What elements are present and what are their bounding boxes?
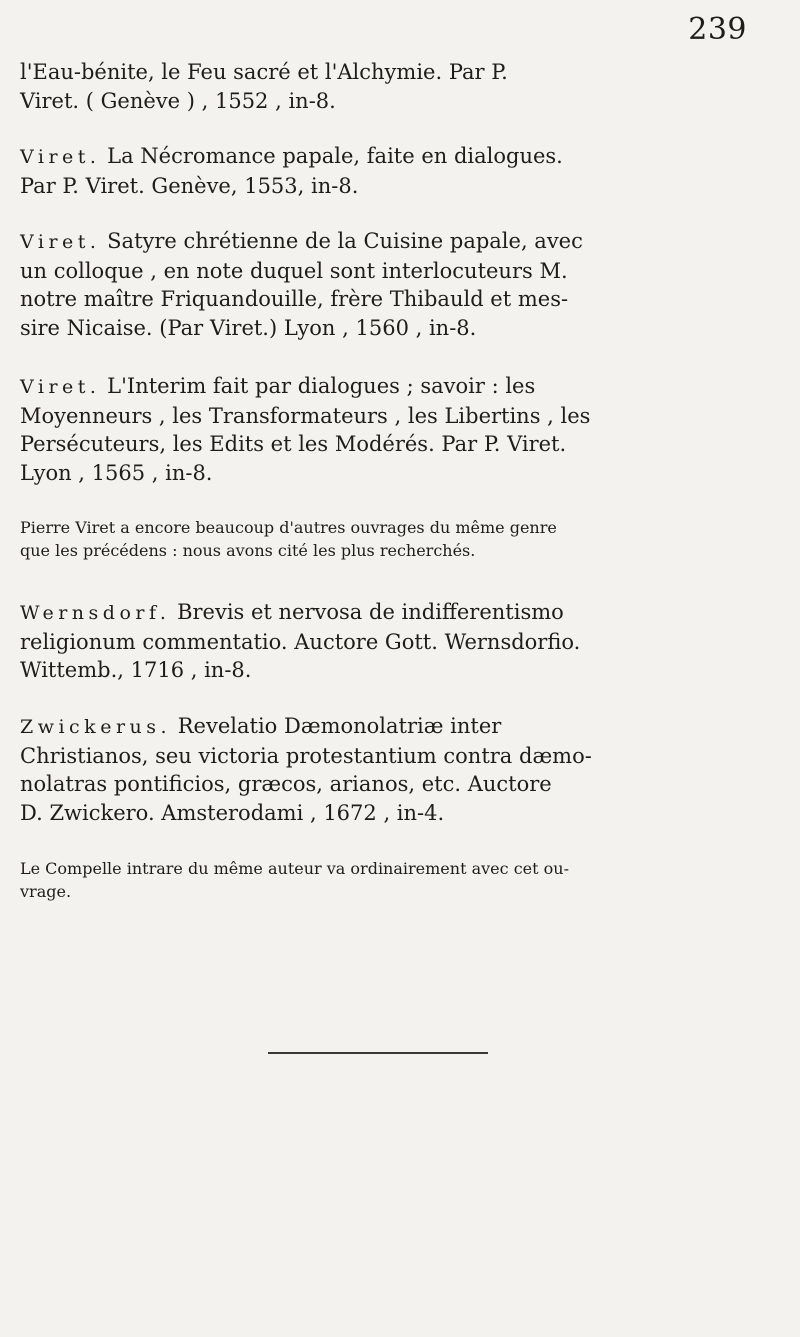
note-line: Le Compelle intrare du même auteur va ordinairement avec cet ou- bbox=[20, 859, 569, 878]
catalog-entry bbox=[20, 598, 780, 685]
note-line: vrage. bbox=[20, 881, 72, 901]
footnote bbox=[20, 517, 780, 562]
entry-line: sire Nicaise. (Par Viret.) Lyon , 1560 , in-8. bbox=[20, 315, 477, 340]
catalog-entry bbox=[20, 227, 780, 342]
entry-line: L'Interim fait par dialogues ; savoir : les bbox=[107, 374, 536, 398]
catalog-entry bbox=[20, 142, 780, 200]
entry-line: un colloque , en note duquel sont interlocuteurs M. bbox=[20, 258, 568, 283]
entry-line: D. Zwickero. Amsterodami , 1672 , in-4. bbox=[20, 800, 445, 825]
catalog-entry bbox=[20, 58, 780, 115]
entry-line: Wittemb., 1716 , in-8. bbox=[20, 658, 252, 682]
entry-line: Revelatio Dæmonolatriæ inter bbox=[177, 714, 502, 738]
entry-line: nolatras pontificios, græcos, arianos, etc. Auctore bbox=[20, 772, 552, 796]
entry-line: Christianos, seu victoria protestantium contra dæmo- bbox=[20, 743, 592, 768]
entry-author: Viret. bbox=[20, 376, 101, 398]
entry-line: Lyon , 1565 , in-8. bbox=[20, 460, 213, 485]
catalog-entry bbox=[20, 712, 780, 827]
footnote bbox=[20, 858, 780, 903]
note-line: Pierre Viret a encore beaucoup d'autres ouvrages du même genre bbox=[20, 518, 557, 537]
entry-line: Viret. ( Genève ) , 1552 , in-8. bbox=[20, 88, 336, 113]
entry-line: religionum commentatio. Auctore Gott. Wernsdorfio. bbox=[20, 629, 581, 654]
page-number: 239 bbox=[688, 12, 747, 47]
entry-author: Viret. bbox=[20, 146, 101, 168]
entry-author: Zwickerus. bbox=[20, 716, 172, 738]
entry-line: Par P. Viret. Genève, 1553, in-8. bbox=[20, 173, 359, 198]
entry-line: Moyenneurs , les Transformateurs , les Libertins , les bbox=[20, 403, 591, 428]
entry-line: La Nécromance papale, faite en dialogues. bbox=[107, 144, 563, 168]
entry-author: Wernsdorf. bbox=[20, 602, 171, 624]
entry-line: Brevis et nervosa de indifferentismo bbox=[177, 600, 564, 624]
section-divider bbox=[268, 1052, 488, 1054]
entry-line: notre maître Friquandouille, frère Thibauld et mes- bbox=[20, 287, 569, 311]
entry-line: l'Eau-bénite, le Feu sacré et l'Alchymie. Par P. bbox=[20, 60, 508, 84]
entry-line: Persécuteurs, les Edits et les Modérés. Par P. Viret. bbox=[20, 432, 567, 456]
entry-line: Satyre chrétienne de la Cuisine papale, avec bbox=[107, 229, 583, 253]
entry-author: Viret. bbox=[20, 231, 101, 253]
catalog-entry bbox=[20, 372, 780, 487]
note-line: que les précédens : nous avons cité les plus recherchés. bbox=[20, 540, 476, 560]
